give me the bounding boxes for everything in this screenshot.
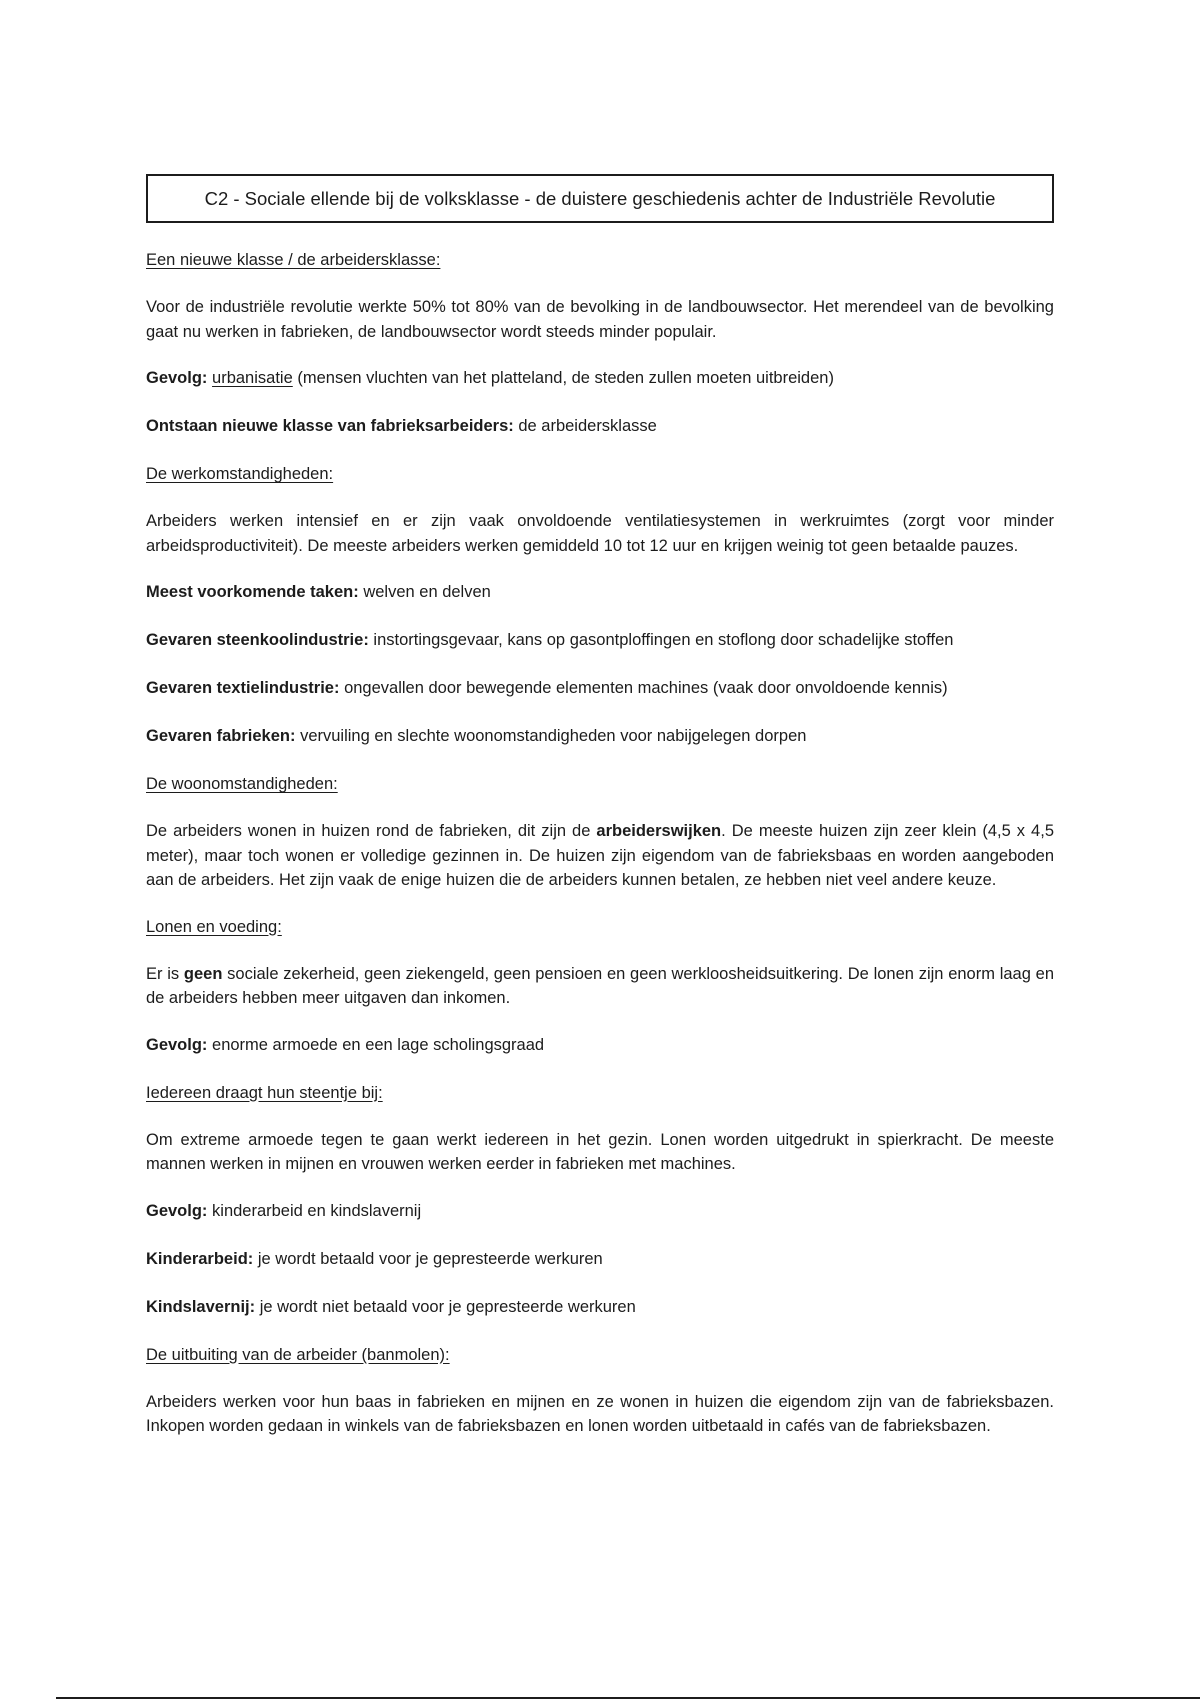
text-fabrieken: vervuiling en slechte woonomstandigheden voor nabijgelegen dorpen	[295, 727, 807, 745]
label-taken: Meest voorkomende taken:	[146, 583, 359, 601]
term-geen: geen	[183, 964, 223, 983]
line-gevaren-textiel	[146, 677, 1054, 699]
paragraph-steentje: Om extreme armoede tegen te gaan werkt iedereen in het gezin. Lonen worden uitgedrukt in spierkracht. De meeste mannen werken in mijnen en vrouwen werken eerder in fabrieken met machines.	[146, 1130, 1054, 1173]
label-textiel: Gevaren textielindustrie:	[146, 679, 340, 697]
footer-divider	[56, 1697, 1200, 1699]
text-woon-b: . De meeste huizen zijn zeer klein (4,5 x 4,5 meter), maar toch wonen er volledige gezinnen in. De huizen zijn eigendom van de fabrieksbaas en worden aangeboden aan de arbeiders. Het zijn vaak de enige huizen die de arbeiders kunnen betalen, ze hebben niet veel andere keuze.	[146, 822, 1054, 889]
label-fabrieken: Gevaren fabrieken:	[146, 727, 296, 745]
term-arbeiderswijken: arbeiderswijken	[596, 822, 722, 840]
section-heading-arbeidersklasse: Een nieuwe klasse / de arbeidersklasse:	[146, 251, 441, 269]
line-kinderarbeid	[146, 1248, 1054, 1270]
label-steenkool: Gevaren steenkoolindustrie:	[146, 631, 369, 649]
text-steenkool: instortingsgevaar, kans op gasontploffingen en stoflong door schadelijke stoffen	[368, 631, 954, 649]
term-urbanisatie: urbanisatie	[212, 369, 293, 387]
text-taken: welven en delven	[358, 583, 491, 601]
text-lonen-b: sociale zekerheid, geen ziekengeld, geen pensioen en geen werkloosheidsuitkering. De lonen zijn enorm laag en de arbeiders hebben meer uitgaven dan inkomen.	[146, 964, 1054, 1007]
title-box	[146, 174, 1054, 223]
text-lonen-a: Er is	[146, 964, 184, 983]
text-woon-a: De arbeiders wonen in huizen rond de fabrieken, dit zijn de	[146, 822, 597, 840]
section-heading-werkomstandigheden: De werkomstandigheden:	[146, 465, 334, 483]
line-taken	[146, 581, 1054, 603]
label-kinderarbeid: Kinderarbeid:	[146, 1249, 254, 1268]
label-gevolg: Gevolg:	[146, 369, 208, 387]
section-heading-woonomstandigheden: De woonomstandigheden:	[146, 775, 338, 793]
text-gevolg-urbanisatie: (mensen vluchten van het platteland, de steden zullen moeten uitbreiden)	[292, 369, 834, 387]
line-ontstaan-klasse	[146, 415, 1054, 437]
section-heading-lonen: Lonen en voeding:	[146, 917, 282, 936]
text-gevolg-kinderarbeid: kinderarbeid en kindslavernij	[207, 1201, 422, 1220]
section-heading-uitbuiting: De uitbuiting van de arbeider (banmolen):	[146, 1345, 450, 1364]
page-title: C2 - Sociale ellende bij de volksklasse - de duistere geschiedenis achter de Industriële Revolutie	[204, 187, 996, 209]
line-gevaren-steenkool	[146, 629, 1054, 651]
section-heading-steentje: Iedereen draagt hun steentje bij:	[146, 1083, 383, 1102]
label-gevolg-armoede: Gevolg:	[146, 1035, 208, 1054]
text-kindslavernij: je wordt niet betaald voor je gepresteerde werkuren	[255, 1297, 636, 1316]
line-gevaren-fabrieken	[146, 725, 1054, 747]
text-kinderarbeid: je wordt betaald voor je gepresteerde werkuren	[253, 1249, 603, 1268]
text-textiel: ongevallen door bewegende elementen machines (vaak door onvoldoende kennis)	[339, 679, 948, 697]
text-ontstaan: de arbeidersklasse	[513, 417, 657, 435]
document-page	[146, 174, 1054, 1462]
paragraph-landbouwsector: Voor de industriële revolutie werkte 50% tot 80% van de bevolking in de landbouwsector. Het merendeel van de bevolking gaat nu werken in fabrieken, de landbouwsector wordt steeds minder populair.	[146, 298, 1054, 341]
line-gevolg-urbanisatie	[146, 367, 1054, 389]
paragraph-uitbuiting: Arbeiders werken voor hun baas in fabrieken en mijnen en ze wonen in huizen die eigendom zijn van de fabrieksbazen. Inkopen worden gedaan in winkels van de fabrieksbazen en lonen worden uitbetaald in cafés van de fabrieksbazen.	[146, 1392, 1054, 1435]
label-ontstaan: Ontstaan nieuwe klasse van fabrieksarbeiders:	[146, 417, 514, 435]
paragraph-lonen	[146, 962, 1054, 1011]
line-gevolg-kinderarbeid	[146, 1200, 1054, 1222]
label-kindslavernij: Kindslavernij:	[146, 1297, 256, 1316]
line-kindslavernij	[146, 1296, 1054, 1318]
text-gevolg-armoede: enorme armoede en een lage scholingsgraad	[207, 1035, 545, 1054]
paragraph-woonomstandigheden	[146, 819, 1054, 893]
paragraph-werkomstandigheden: Arbeiders werken intensief en er zijn vaak onvoldoende ventilatiesystemen in werkruimtes (zorgt voor minder arbeidsproductiviteit). De meeste arbeiders werken gemiddeld 10 tot 12 uur en krijgen weinig tot geen betaalde pauzes.	[146, 512, 1054, 555]
line-gevolg-armoede	[146, 1034, 1054, 1056]
label-gevolg-kinderarbeid: Gevolg:	[146, 1201, 208, 1220]
